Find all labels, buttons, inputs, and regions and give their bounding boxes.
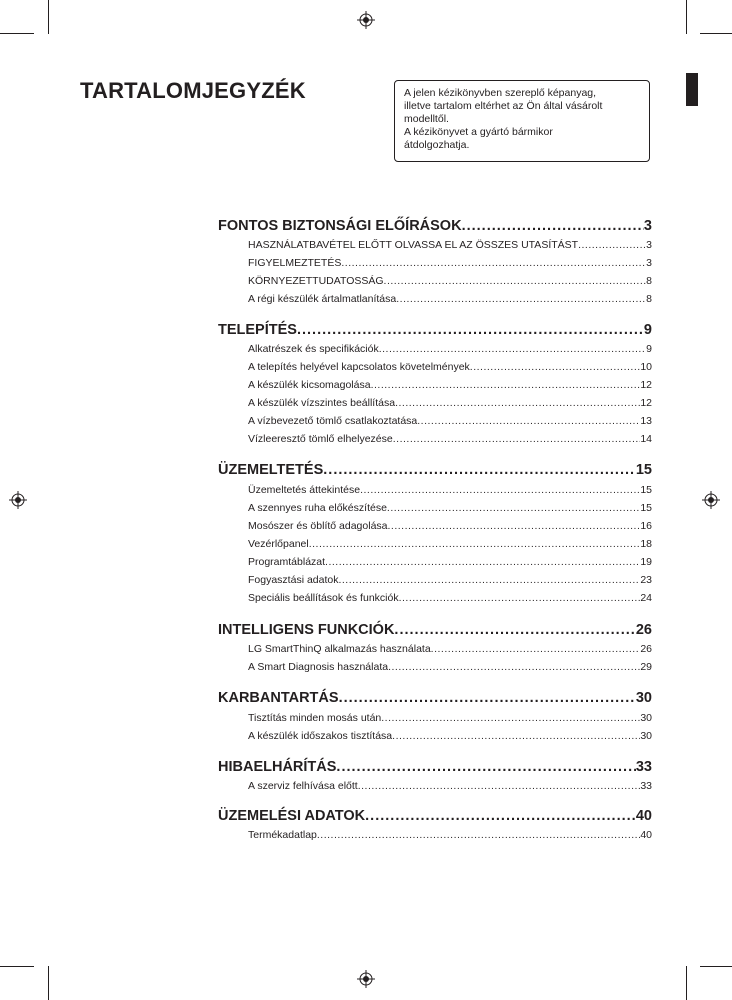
toc-item[interactable] [248,484,652,498]
dot-leader [371,379,641,391]
toc-item-label: Alkatrészek és specifikációk [248,343,379,355]
toc-item[interactable] [248,574,652,588]
toc-item-label: A szerviz felhívása előtt [248,780,358,792]
toc-section-title: INTELLIGENS FUNKCIÓK [218,622,395,638]
toc-section-installation[interactable] [218,322,652,340]
toc-item[interactable] [248,433,652,447]
toc-item[interactable] [248,275,652,289]
toc-item-label: A készülék vízszintes beállítása [248,397,396,409]
toc-page-number: 30 [640,730,652,742]
toc-section-smart-functions[interactable] [218,622,652,640]
toc-item-label: Termékadatlap [248,829,317,841]
toc-item-label: A telepítés helyével kapcsolatos követelmények [248,361,470,373]
toc-page-number: 9 [643,322,652,338]
toc-item[interactable] [248,239,652,253]
toc-item[interactable] [248,829,652,843]
toc-item-label: Vezérlőpanel [248,538,309,550]
crop-mark [700,966,732,967]
toc-page-number: 15 [640,502,652,514]
crop-mark [0,966,34,967]
registration-mark-icon [357,970,375,988]
dot-leader [381,712,640,724]
toc-section-troubleshooting[interactable] [218,759,652,777]
toc-page-number: 3 [646,257,652,269]
dot-leader [336,759,635,775]
toc-page-number: 23 [640,574,652,586]
toc-page-number: 26 [640,643,652,655]
toc-section-operating-data[interactable] [218,808,652,826]
toc-page-number: 30 [635,690,652,706]
crop-mark [700,33,732,34]
dot-leader [325,556,640,568]
toc-page-number: 12 [640,397,652,409]
toc-item[interactable] [248,257,652,271]
dot-leader [470,361,641,373]
chapter-tab-marker [686,73,698,106]
toc-page-number: 30 [640,712,652,724]
toc-item-label: LG SmartThinQ alkalmazás használata [248,643,431,655]
dot-leader [358,780,641,792]
dot-leader [360,484,640,496]
toc-item[interactable] [248,379,652,393]
toc-page-number: 19 [640,556,652,568]
dot-leader [297,322,644,338]
toc-page-number: 29 [640,661,652,673]
toc-page-number: 33 [640,780,652,792]
toc-item-label: FIGYELMEZTETÉS [248,257,342,269]
toc-item-label: A régi készülék ártalmatlanítása [248,293,397,305]
dot-leader [399,592,641,604]
toc-item-label: KÖRNYEZETTUDATOSSÁG [248,275,384,287]
dot-leader [341,257,646,269]
crop-mark [686,966,687,1000]
toc-page-number: 15 [635,462,652,478]
toc-item-label: Programtáblázat [248,556,326,568]
dot-leader [384,275,647,287]
dot-leader [379,343,646,355]
toc-item-label: Vízleeresztő tömlő elhelyezése [248,433,393,445]
dot-leader [309,538,641,550]
page-title: TARTALOMJEGYZÉK [80,78,306,103]
toc-section-title: TELEPÍTÉS [218,322,297,338]
disclaimer-line: átdolgozhatja. [404,139,470,151]
dot-leader [317,829,640,841]
toc-section-title: KARBANTARTÁS [218,690,339,706]
toc-item-label: Tisztítás minden mosás után [248,712,382,724]
dot-leader [323,462,636,478]
toc-item[interactable] [248,293,652,307]
disclaimer-line: modelltől. [404,113,449,125]
dot-leader [578,239,646,251]
dot-leader [393,433,641,445]
dot-leader [338,574,640,586]
toc-item-label: A Smart Diagnosis használata [248,661,389,673]
toc-page-number: 3 [643,218,652,234]
toc-section-safety[interactable] [218,218,652,236]
toc-item-label: Mosószer és öblítő adagolása [248,520,388,532]
toc-page-number: 15 [640,484,652,496]
crop-mark [48,966,49,1000]
disclaimer-line: illetve tartalom eltérhet az Ön által vásárolt [404,100,603,112]
toc-item[interactable] [248,643,652,657]
toc-section-operation[interactable] [218,462,652,480]
toc-page-number: 40 [640,829,652,841]
toc-page-number: 13 [640,415,652,427]
toc-item[interactable] [248,538,652,552]
toc-item-label: Fogyasztási adatok [248,574,339,586]
toc-item[interactable] [248,712,652,726]
toc-item[interactable] [248,502,652,516]
toc-item-label: A szennyes ruha előkészítése [248,502,387,514]
toc-item[interactable] [248,415,652,429]
dot-leader [395,397,640,409]
toc-section-title: HIBAELHÁRÍTÁS [218,759,337,775]
disclaimer-box [394,80,650,162]
toc-item-label: HASZNÁLATBAVÉTEL ELŐTT OLVASSA EL AZ ÖSSZES UTASÍTÁST [248,239,579,251]
dot-leader [388,661,640,673]
toc-item[interactable] [248,592,652,606]
toc-item-label: A készülék időszakos tisztítása [248,730,393,742]
toc-item[interactable] [248,343,652,357]
toc-item-label: Speciális beállítások és funkciók [248,592,399,604]
toc-page-number: 9 [646,343,652,355]
registration-mark-icon [702,491,720,509]
dot-leader [339,690,636,706]
crop-mark [686,0,687,34]
dot-leader [394,622,635,638]
toc-page-number: 3 [646,239,652,251]
dot-leader [392,730,640,742]
toc-item[interactable] [248,556,652,570]
dot-leader [462,218,644,234]
dot-leader [396,293,646,305]
toc-page-number: 12 [640,379,652,391]
toc-page-number: 10 [640,361,652,373]
dot-leader [417,415,640,427]
toc-page-number: 26 [635,622,652,638]
disclaimer-line: A jelen kézikönyvben szereplő képanyag, [404,87,597,99]
crop-mark [48,0,49,34]
toc-item[interactable] [248,661,652,675]
toc-page-number: 40 [635,808,652,824]
crop-mark [0,33,34,34]
registration-mark-icon [357,11,375,29]
toc-page-number: 14 [640,433,652,445]
toc-page-number: 33 [635,759,652,775]
toc-item-label: Üzemeltetés áttekintése [248,484,361,496]
toc-section-maintenance[interactable] [218,690,652,708]
registration-mark-icon [9,491,27,509]
toc-section-title: ÜZEMELTETÉS [218,462,324,478]
toc-page-number: 8 [646,275,652,287]
toc-page-number: 24 [640,592,652,604]
toc-page-number: 16 [640,520,652,532]
toc-item[interactable] [248,397,652,411]
toc-item[interactable] [248,361,652,375]
dot-leader [387,502,640,514]
dot-leader [365,808,636,824]
toc-item[interactable] [248,730,652,744]
toc-item-label: A vízbevezető tömlő csatlakoztatása [248,415,418,427]
dot-leader [388,520,641,532]
toc-item-label: A készülék kicsomagolása [248,379,371,391]
toc-page-number: 18 [640,538,652,550]
toc-section-title: FONTOS BIZTONSÁGI ELŐÍRÁSOK [218,218,462,234]
toc-item[interactable] [248,520,652,534]
toc-item[interactable] [248,780,652,794]
dot-leader [431,643,641,655]
toc-section-title: ÜZEMELÉSI ADATOK [218,808,366,824]
disclaimer-line: A kézikönyvet a gyártó bármikor [404,126,553,138]
toc-page-number: 8 [646,293,652,305]
